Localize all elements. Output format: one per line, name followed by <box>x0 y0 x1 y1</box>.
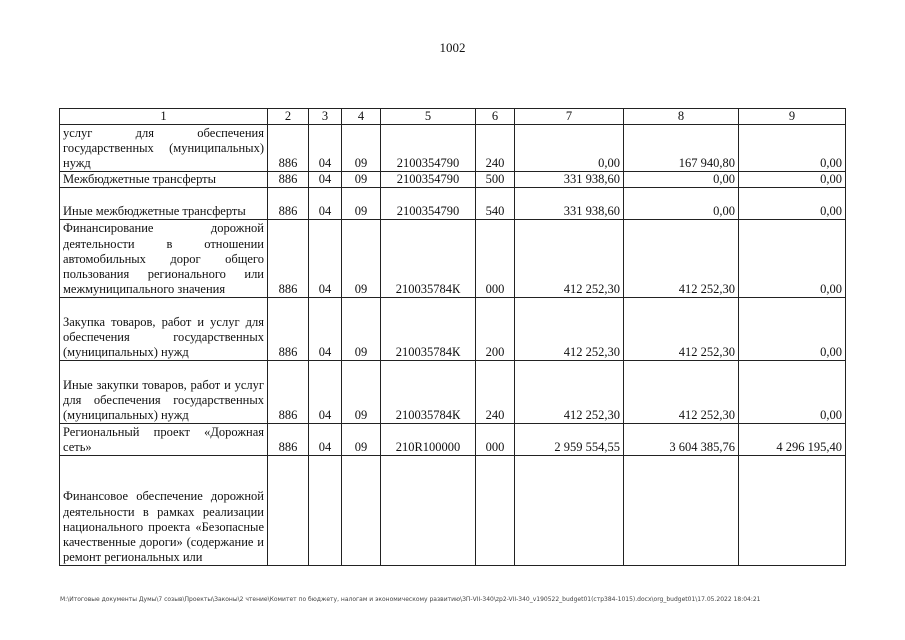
row-subsection: 09 <box>342 220 381 298</box>
row-y3: 0,00 <box>739 188 846 220</box>
row-y1: 331 938,60 <box>515 172 624 188</box>
row-name: Закупка товаров, работ и услуг для обеспечения государственных (муниципальных) нужд <box>60 298 268 361</box>
row-y1: 412 252,30 <box>515 220 624 298</box>
row-name: Финансирование дорожной деятельности в отношении автомобильных дорог общего пользования регионального или межмуниципального значения <box>60 220 268 298</box>
row-y2: 0,00 <box>624 172 739 188</box>
row-target: 2100354790 <box>381 188 476 220</box>
row-target: 210035784К <box>381 361 476 424</box>
row-code: 886 <box>268 298 309 361</box>
row-section: 04 <box>309 125 342 172</box>
page-number: 1002 <box>439 40 466 55</box>
table-header-row <box>60 109 846 125</box>
row-subsection: 09 <box>342 361 381 424</box>
header-cell: 8 <box>624 109 739 125</box>
row-y2: 167 940,80 <box>624 125 739 172</box>
header-cell: 3 <box>309 109 342 125</box>
row-type: 240 <box>476 125 515 172</box>
header-cell: 2 <box>268 109 309 125</box>
row-subsection: 09 <box>342 424 381 456</box>
header-cell: 6 <box>476 109 515 125</box>
row-y3: 0,00 <box>739 172 846 188</box>
row-y3 <box>739 456 846 566</box>
table-row <box>60 424 846 456</box>
row-section: 04 <box>309 220 342 298</box>
row-y1: 0,00 <box>515 125 624 172</box>
row-y2 <box>624 456 739 566</box>
footer-file-path: M:\Итоговые документы Думы\7 созыв\Проекты\Законы\2 чтение\Комитет по бюджету, налогам и экономическому развитию\ЗП-VII-340\zp2-VII-340_v190522_budget01(стр384-1015).docx\org_budget01\17.05.2022 18:04:21 <box>60 596 761 603</box>
header-cell: 9 <box>739 109 846 125</box>
table-row <box>60 125 846 172</box>
row-code: 886 <box>268 220 309 298</box>
row-y3: 0,00 <box>739 220 846 298</box>
row-subsection <box>342 456 381 566</box>
row-code: 886 <box>268 424 309 456</box>
row-y2: 0,00 <box>624 188 739 220</box>
row-y3: 0,00 <box>739 125 846 172</box>
row-y3: 4 296 195,40 <box>739 424 846 456</box>
row-code: 886 <box>268 188 309 220</box>
row-target: 2100354790 <box>381 172 476 188</box>
row-name: услуг для обеспечения государственных (муниципальных) нужд <box>60 125 268 172</box>
row-name: Региональный проект «Дорожная сеть» <box>60 424 268 456</box>
table-row <box>60 298 846 361</box>
table-row <box>60 220 846 298</box>
header-cell: 4 <box>342 109 381 125</box>
row-target: 210R100000 <box>381 424 476 456</box>
row-y2: 412 252,30 <box>624 220 739 298</box>
row-type: 240 <box>476 361 515 424</box>
row-code: 886 <box>268 125 309 172</box>
row-type: 540 <box>476 188 515 220</box>
row-y3: 0,00 <box>739 361 846 424</box>
header-cell: 5 <box>381 109 476 125</box>
row-y1: 412 252,30 <box>515 361 624 424</box>
table-row <box>60 361 846 424</box>
row-target: 210035784К <box>381 220 476 298</box>
row-code: 886 <box>268 361 309 424</box>
row-y2: 412 252,30 <box>624 298 739 361</box>
table-row <box>60 172 846 188</box>
row-code: 886 <box>268 172 309 188</box>
row-section <box>309 456 342 566</box>
row-name: Финансовое обеспечение дорожной деятельности в рамках реализации национального проекта «Безопасные качественные дороги» (содержание и ремонт региональных или <box>60 456 268 566</box>
row-subsection: 09 <box>342 298 381 361</box>
header-cell: 7 <box>515 109 624 125</box>
budget-table <box>59 108 846 566</box>
row-y3: 0,00 <box>739 298 846 361</box>
row-type: 500 <box>476 172 515 188</box>
row-section: 04 <box>309 298 342 361</box>
row-y1: 412 252,30 <box>515 298 624 361</box>
row-section: 04 <box>309 361 342 424</box>
row-name: Иные закупки товаров, работ и услуг для обеспечения государственных (муниципальных) нужд <box>60 361 268 424</box>
row-target: 2100354790 <box>381 125 476 172</box>
row-section: 04 <box>309 424 342 456</box>
row-target <box>381 456 476 566</box>
row-y1 <box>515 456 624 566</box>
row-name: Иные межбюджетные трансферты <box>60 188 268 220</box>
row-subsection: 09 <box>342 172 381 188</box>
row-target: 210035784К <box>381 298 476 361</box>
table-row <box>60 188 846 220</box>
row-type: 000 <box>476 424 515 456</box>
row-y1: 331 938,60 <box>515 188 624 220</box>
row-name: Межбюджетные трансферты <box>60 172 268 188</box>
row-subsection: 09 <box>342 188 381 220</box>
row-subsection: 09 <box>342 125 381 172</box>
row-type <box>476 456 515 566</box>
row-type: 000 <box>476 220 515 298</box>
header-cell: 1 <box>60 109 268 125</box>
row-code <box>268 456 309 566</box>
row-y2: 3 604 385,76 <box>624 424 739 456</box>
row-y2: 412 252,30 <box>624 361 739 424</box>
table-row <box>60 456 846 566</box>
row-y1: 2 959 554,55 <box>515 424 624 456</box>
row-section: 04 <box>309 188 342 220</box>
row-section: 04 <box>309 172 342 188</box>
row-type: 200 <box>476 298 515 361</box>
